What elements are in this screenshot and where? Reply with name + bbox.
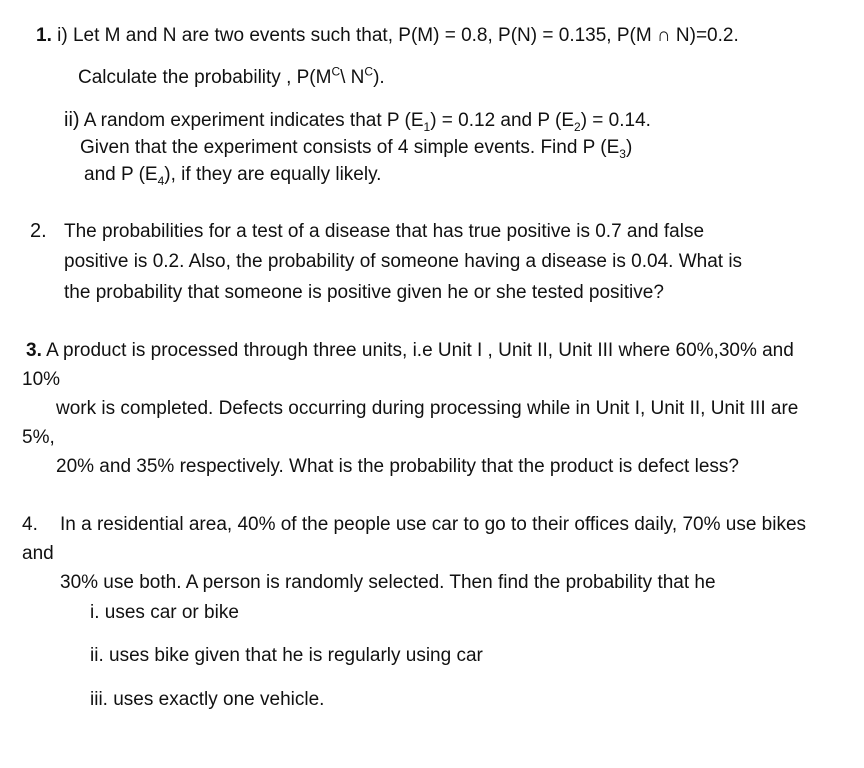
q1-part-i-line2-c: ). (373, 67, 385, 88)
q2-text-1: The probabilities for a test of a disease that has true positive is 0.7 and false (64, 221, 705, 242)
q1-part-ii-line1-a: A random experiment indicates that P (E (83, 110, 424, 131)
q1-part-ii-sub2: 2 (574, 119, 581, 134)
q3-line-4: 5%, (22, 427, 55, 448)
q4-number: 4. (22, 514, 38, 535)
q2-line-2: positive is 0.2. Also, the probability of someone having a disease is 0.04. What is (64, 251, 743, 272)
q1-part-i-label: i) (57, 25, 68, 46)
q1-part-ii-line2-b: ) (625, 137, 633, 158)
q1-part-ii-sub3: 3 (619, 146, 626, 161)
q1-part-i-sup1: C (331, 64, 341, 79)
q3-line-5: 20% and 35% respectively. What is the probability that the product is defect less? (56, 456, 739, 477)
q3-line-3: work is completed. Defects occurring during processing while in Unit I, Unit II, Unit III are (56, 398, 799, 419)
q1-part-i-text: Let M and N are two events such that, P(M) = 0.8, P(N) = 0.135, P(M ∩ N)=0.2. (72, 25, 739, 46)
q4-line-2: and (22, 543, 54, 564)
q1-part-i-line2-b: \ N (340, 67, 365, 88)
q2-number: 2. (30, 220, 47, 242)
q3-number: 3. (26, 340, 42, 361)
q1-part-ii-line3-b: ), if they are equally likely. (164, 164, 382, 185)
q1-line-5 (84, 163, 381, 187)
q1-part-ii-sub1: 1 (423, 119, 431, 134)
q1-number: 1. (36, 25, 52, 46)
q1-part-ii-label: ii) (64, 109, 80, 131)
q3-line-2: 10% (22, 369, 61, 390)
q3-text-1: A product is processed through three units, i.e Unit I , Unit II, Unit III where 60%,30% and (46, 340, 794, 361)
q2-line-3: the probability that someone is positive given he or she tested positive? (64, 282, 664, 303)
q1-line-4 (80, 136, 632, 160)
q1-part-i-sup2: C (364, 64, 374, 79)
q2-line-1 (30, 219, 704, 244)
q4-item-3: iii. uses exactly one vehicle. (90, 689, 325, 710)
q1-line-2 (78, 66, 385, 90)
q1-line-3 (64, 108, 651, 133)
q1-part-ii-line1-c: ) = 0.14. (580, 110, 651, 131)
q1-part-ii-line1-b: ) = 0.12 and P (E (430, 110, 575, 131)
q1-part-i-line2-a: Calculate the probability , P(M (78, 67, 332, 88)
q4-line-3: 30% use both. A person is randomly selected. Then find the probability that he (60, 572, 716, 593)
q4-text-1: In a residential area, 40% of the people use car to go to their offices daily, 70% use bikes (60, 514, 807, 535)
q4-item-2: ii. uses bike given that he is regularly using car (90, 645, 483, 666)
q1-line-1 (36, 24, 739, 48)
q3-line-1 (26, 339, 794, 363)
q4-item-1: i. uses car or bike (90, 602, 239, 623)
q1-part-ii-line2-a: Given that the experiment consists of 4 simple events. Find P (E (80, 137, 620, 158)
q1-part-ii-line3-a: and P (E (84, 164, 158, 185)
q1-part-ii-sub4: 4 (157, 173, 165, 188)
q4-line-1 (22, 513, 806, 537)
